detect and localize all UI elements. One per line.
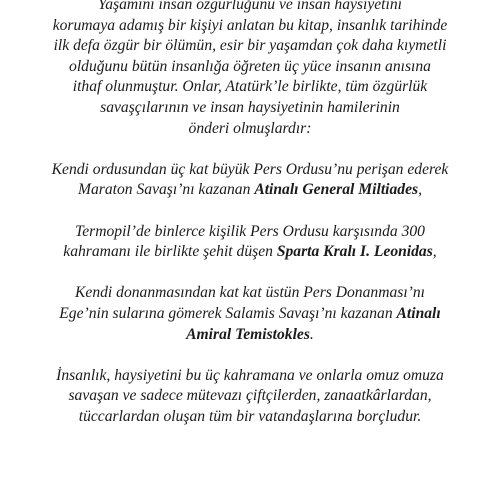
intro-line-1: Yaşamını insan özgürlüğünü ve insan haysiyetini [98,0,402,13]
themistocles-name-part-1: Atinalı [396,304,441,322]
themistocles-paragraph [6,283,494,345]
intro-line-2: korumaya adamış bir kişiyi anlatan bu kitap, insanlık tarihinde [52,16,448,34]
closing-line-3: tüccarlardan oluşan tüm bir vatandaşlarına borçludur. [78,407,422,425]
themistocles-line-3 [6,325,494,346]
leonidas-paragraph [6,222,494,263]
leonidas-line-1: Termopil’de binlerce kişilik Pers Ordusu karşısında 300 [75,222,425,240]
intro-line-3: ilk defa özgür bir ölümün, esir bir yaşamdan çok daha kıymetli [53,37,447,55]
leonidas-line-2-punct: , [432,243,437,261]
miltiades-line-2-punct: , [418,181,422,199]
intro-line-5: ithaf olunmuştur. Onlar, Atatürk’le birlikte, tüm özgürlük [72,78,428,96]
miltiades-line-1: Kendi ordusundan üç kat büyük Pers Ordusu’nu perişan ederek [51,160,449,178]
intro-line-6: savaşçılarının ve insan haysiyetinin hamilerinin [100,98,400,116]
closing-line-1: İnsanlık, haysiyetini bu üç kahramana ve onlarla omuz omuza [56,366,444,384]
closing-paragraph [6,366,494,428]
themistocles-line-1: Kendi donanmasından kat kat üstün Pers Donanması’nı [75,284,425,302]
themistocles-line-2 [6,304,494,325]
paragraph-gap [6,263,494,284]
miltiades-name: Atinalı General Miltiades [254,181,419,199]
miltiades-paragraph [6,160,494,201]
paragraph-gap [6,139,494,160]
miltiades-line-2-text: Maraton Savaşı’nı kazanan [78,181,255,199]
leonidas-line-2-text: kahramanı ile birlikte şehit düşen [63,243,277,261]
leonidas-name: Sparta Kralı I. Leonidas [276,243,433,261]
paragraph-gap [6,345,494,366]
intro-line-7: önderi olmuşlardır: [188,119,312,137]
miltiades-line-2 [6,180,494,201]
themistocles-line-3-punct: . [309,325,314,343]
intro-line-4: olduğunu bütün insanlığa öğreten üç yüce insanın anısına [69,57,431,75]
intro-paragraph [6,0,494,139]
leonidas-line-2 [6,242,494,263]
paragraph-gap [6,201,494,222]
themistocles-line-2-text: Ege’nin sularına gömerek Salamis Savaşı’nı kazanan [59,304,397,322]
closing-line-2: savaşan ve sadece mütevazı çiftçilerden, zanaatkârlardan, [68,387,432,405]
themistocles-name-part-2: Amiral Temistokles [186,325,310,343]
